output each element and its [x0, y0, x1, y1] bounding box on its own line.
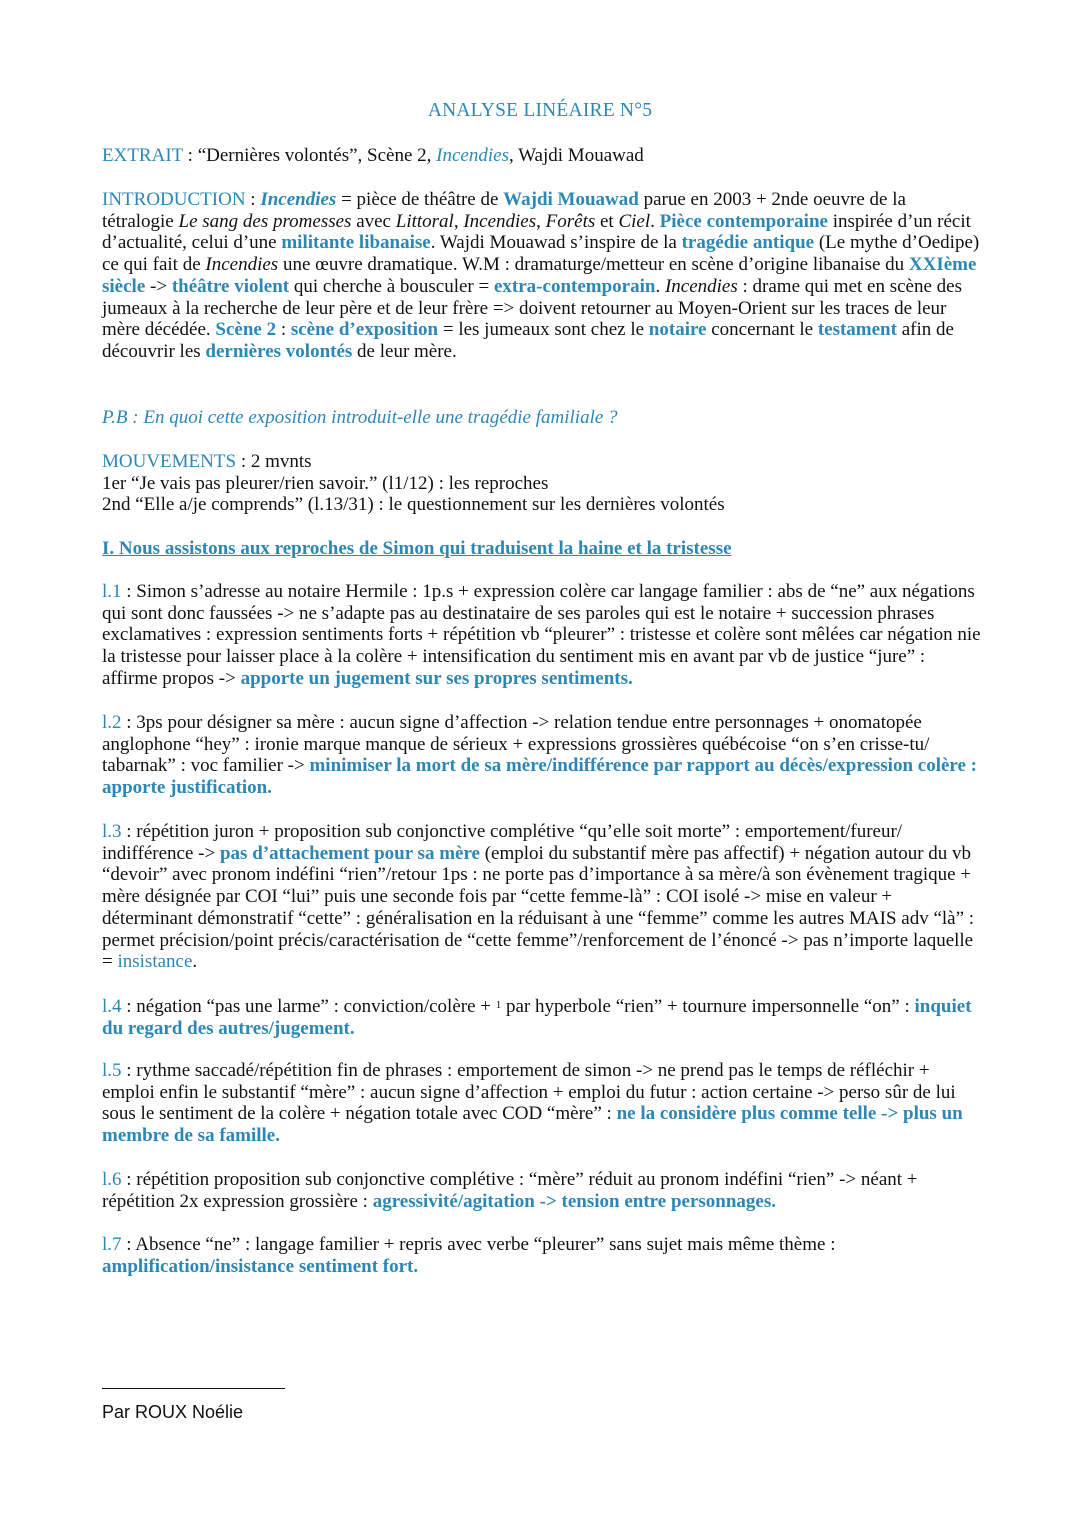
intro-keyword: Wajdi Mouawad — [503, 189, 639, 210]
analysis-l6 — [102, 1169, 982, 1212]
analysis-l2 — [102, 712, 982, 799]
part-1-heading: I. Nous assistons aux reproches de Simon qui traduisent la haine et la tristesse — [102, 538, 732, 559]
line-label: l.4 — [102, 996, 122, 1017]
analysis-conclusion: inquiet du regard des autres/jugement. — [102, 996, 972, 1039]
extrait-work: Incendies — [436, 145, 509, 166]
mouvements-count: : 2 mvnts — [236, 451, 312, 472]
intro-keyword: dernières volontés — [205, 340, 353, 362]
footer-divider — [102, 1388, 285, 1389]
intro-keyword: Scène 2 — [215, 319, 277, 341]
line-label: l.2 — [102, 712, 122, 733]
intro-keyword: notaire — [648, 319, 707, 341]
intro-text: concernant le — [706, 319, 818, 341]
document-title: ANALYSE LINÉAIRE N°5 — [427, 100, 653, 121]
introduction-label: INTRODUCTION — [102, 189, 246, 210]
intro-text: de leur mère. — [352, 340, 457, 362]
intro-keyword: théâtre violent — [171, 275, 290, 297]
analysis-conclusion: apporte un jugement sur ses propres sentiments. — [240, 667, 633, 689]
introduction-paragraph — [102, 189, 982, 363]
mouvements-section — [102, 451, 982, 516]
intro-title: Incendies — [463, 210, 537, 232]
intro-text: : drame qui met en scène des jumeaux à la recherche de leur père et de leur frère => doivent retourner au Moyen-Orient sur les traces de leur mère décédée. — [102, 275, 962, 341]
intro-text: , — [453, 210, 464, 232]
analysis-l1 — [102, 581, 982, 690]
line-label: l.5 — [102, 1060, 122, 1081]
line-label: l.3 — [102, 821, 122, 842]
analysis-l7 — [102, 1234, 982, 1277]
intro-keyword: testament — [817, 319, 897, 341]
analysis-text: : négation “pas une larme” : conviction/colère + — [121, 996, 496, 1017]
extrait-author: , Wajdi Mouawad — [508, 145, 644, 166]
extrait-paragraph — [102, 145, 982, 167]
mouvements-line — [102, 451, 982, 473]
intro-text: inspirée d’un récit d’actualité, celui d’une — [102, 210, 971, 254]
intro-keyword: Pièce contemporaine — [659, 210, 828, 232]
analysis-text: : Simon s’adresse au notaire Hermile : 1p.s + expression colère car langage familier : abs de “ne” aux négations qui sont donc faussées -> ne s’adapte pas au destinataire de ses paroles qui est le notaire + succession phrases exclamatives : expression sentiments forts + répétition vb “pleurer” : tristesse et colère sont mêlées car négation nie la tristesse pour laisser place à la colère + intensification du sentiment mis en avant par vb de justice “jure” : affirme propos -> — [102, 581, 981, 689]
intro-text: -> — [145, 275, 172, 297]
intro-text: et — [595, 210, 619, 232]
intro-keyword: extra-contemporain — [493, 275, 656, 297]
analysis-text: : Absence “ne” : langage familier + repris avec verbe “pleurer” sans sujet mais même thème : — [121, 1234, 836, 1255]
analysis-text: : répétition proposition sub conjonctive complétive : “mère” réduit au pronom indéfini “rien” -> néant + répétition 2x expression grossière : — [102, 1169, 918, 1212]
mouvement-1: 1er “Je vais pas pleurer/rien savoir.” (l1/12) : les reproches — [102, 472, 549, 494]
intro-text: une œuvre dramatique. W.M : dramaturge/metteur en scène d’origine libanaise du — [278, 254, 909, 276]
intro-text: = pièce de théâtre de — [336, 189, 504, 210]
intro-text: avec — [351, 210, 396, 232]
mouvements-label: MOUVEMENTS — [102, 451, 237, 472]
intro-keyword: tragédie antique — [681, 232, 815, 254]
intro-text: (Le mythe d’Oedipe) ce qui fait de — [102, 232, 980, 276]
line-label: l.6 — [102, 1169, 122, 1190]
intro-title: Incendies — [664, 275, 738, 297]
problematique: P.B : En quoi cette exposition introduit-elle une tragédie familiale ? — [102, 407, 618, 428]
analysis-conclusion: minimiser la mort de sa mère/indifférence par rapport au décès/expression colère : apporte justification. — [102, 755, 978, 799]
analysis-text: . — [192, 951, 198, 973]
extrait-label: EXTRAIT — [102, 145, 183, 166]
intro-title: Le sang des promesses — [178, 210, 352, 232]
analysis-conclusion: amplification/insistance sentiment fort. — [102, 1255, 419, 1277]
intro-text: qui cherche à bousculer = — [289, 275, 494, 297]
intro-text: , — [536, 210, 546, 232]
analysis-conclusion: pas d’attachement pour sa mère — [219, 842, 480, 864]
intro-text: . — [655, 275, 665, 297]
intro-keyword: Incendies — [260, 189, 337, 210]
intro-text: : — [276, 319, 291, 341]
extrait-text: : “Dernières volontés”, Scène 2, — [182, 145, 437, 166]
line-label: l.1 — [102, 581, 122, 602]
analysis-conclusion: ne la considère plus comme telle -> plus un membre de sa famille. — [102, 1103, 963, 1147]
analysis-text: : répétition juron + proposition sub conjonctive complétive “qu’elle soit morte” : emportement/fureur/ indifférence -> — [102, 821, 903, 864]
intro-title: Littoral — [395, 210, 454, 232]
intro-text: = les jumeaux sont chez le — [438, 319, 649, 341]
intro-text: : — [245, 189, 261, 210]
line-label: l.7 — [102, 1234, 122, 1255]
analysis-l4 — [102, 995, 982, 1039]
intro-title: Ciel — [618, 210, 651, 232]
analysis-text: (emploi du substantif mère pas affectif) + négation autour du vb “devoir” avec pronom indéfini “rien”/retour 1ps : ne porte pas d’importance à sa mère/à son évènement tragique + mère désignée par COI “lui” puis une seconde fois par “cette femme-là” : COI isolé -> mise en valeur + déterminant démonstratif “cette” : généralisation en la réduisant à une “femme” comme les autres MAIS adv “là” : permet précision/point précis/caractérisation de “cette femme”/renforcement de l’énoncé -> pas n’importe laquelle = — [102, 842, 975, 973]
analysis-text: par hyperbole “rien” + tournure impersonnelle “on” : — [501, 996, 915, 1017]
mouvement-2: 2nd “Elle a/je comprends” (l.13/31) : le questionnement sur les dernières volontés — [102, 494, 725, 516]
intro-title: Forêts — [545, 210, 596, 232]
analysis-conclusion: insistance — [117, 951, 193, 973]
analysis-conclusion: agressivité/agitation -> tension entre personnages. — [372, 1190, 776, 1212]
analysis-l3 — [102, 821, 982, 973]
intro-keyword: militante libanaise — [281, 232, 431, 254]
intro-text: parue en 2003 + 2nde oeuvre de la tétralogie — [102, 189, 906, 232]
intro-text: . Wajdi Mouawad s’inspire de la — [430, 232, 682, 254]
intro-keyword: XXIème siècle — [102, 254, 977, 297]
intro-keyword: scène d’exposition — [290, 319, 439, 341]
intro-text: . — [650, 210, 660, 232]
analysis-text: : 3ps pour désigner sa mère : aucun signe d’affection -> relation tendue entre personnages + onomatopée anglophone “hey” : ironie marque manque de sérieux + expressions grossières québécoise “on s’en crisse-tu/ tabarnak” : voc familier -> — [102, 712, 930, 777]
intro-text: afin de découvrir les — [102, 319, 954, 362]
analysis-text: : rythme saccadé/répétition fin de phrases : emportement de simon -> ne prend pas le temps de réfléchir + emploi enfin le substantif “mère” : aucun signe d’affection + emploi du futur : action certaine -> perso sûr de lui sous le sentiment de la colère + négation totale avec COD “mère” : — [102, 1060, 956, 1125]
analysis-l5 — [102, 1060, 982, 1147]
footer-author: Par ROUX Noélie — [102, 1402, 244, 1422]
footnote-mark: 1 — [495, 999, 502, 1011]
intro-title: Incendies — [205, 254, 279, 276]
